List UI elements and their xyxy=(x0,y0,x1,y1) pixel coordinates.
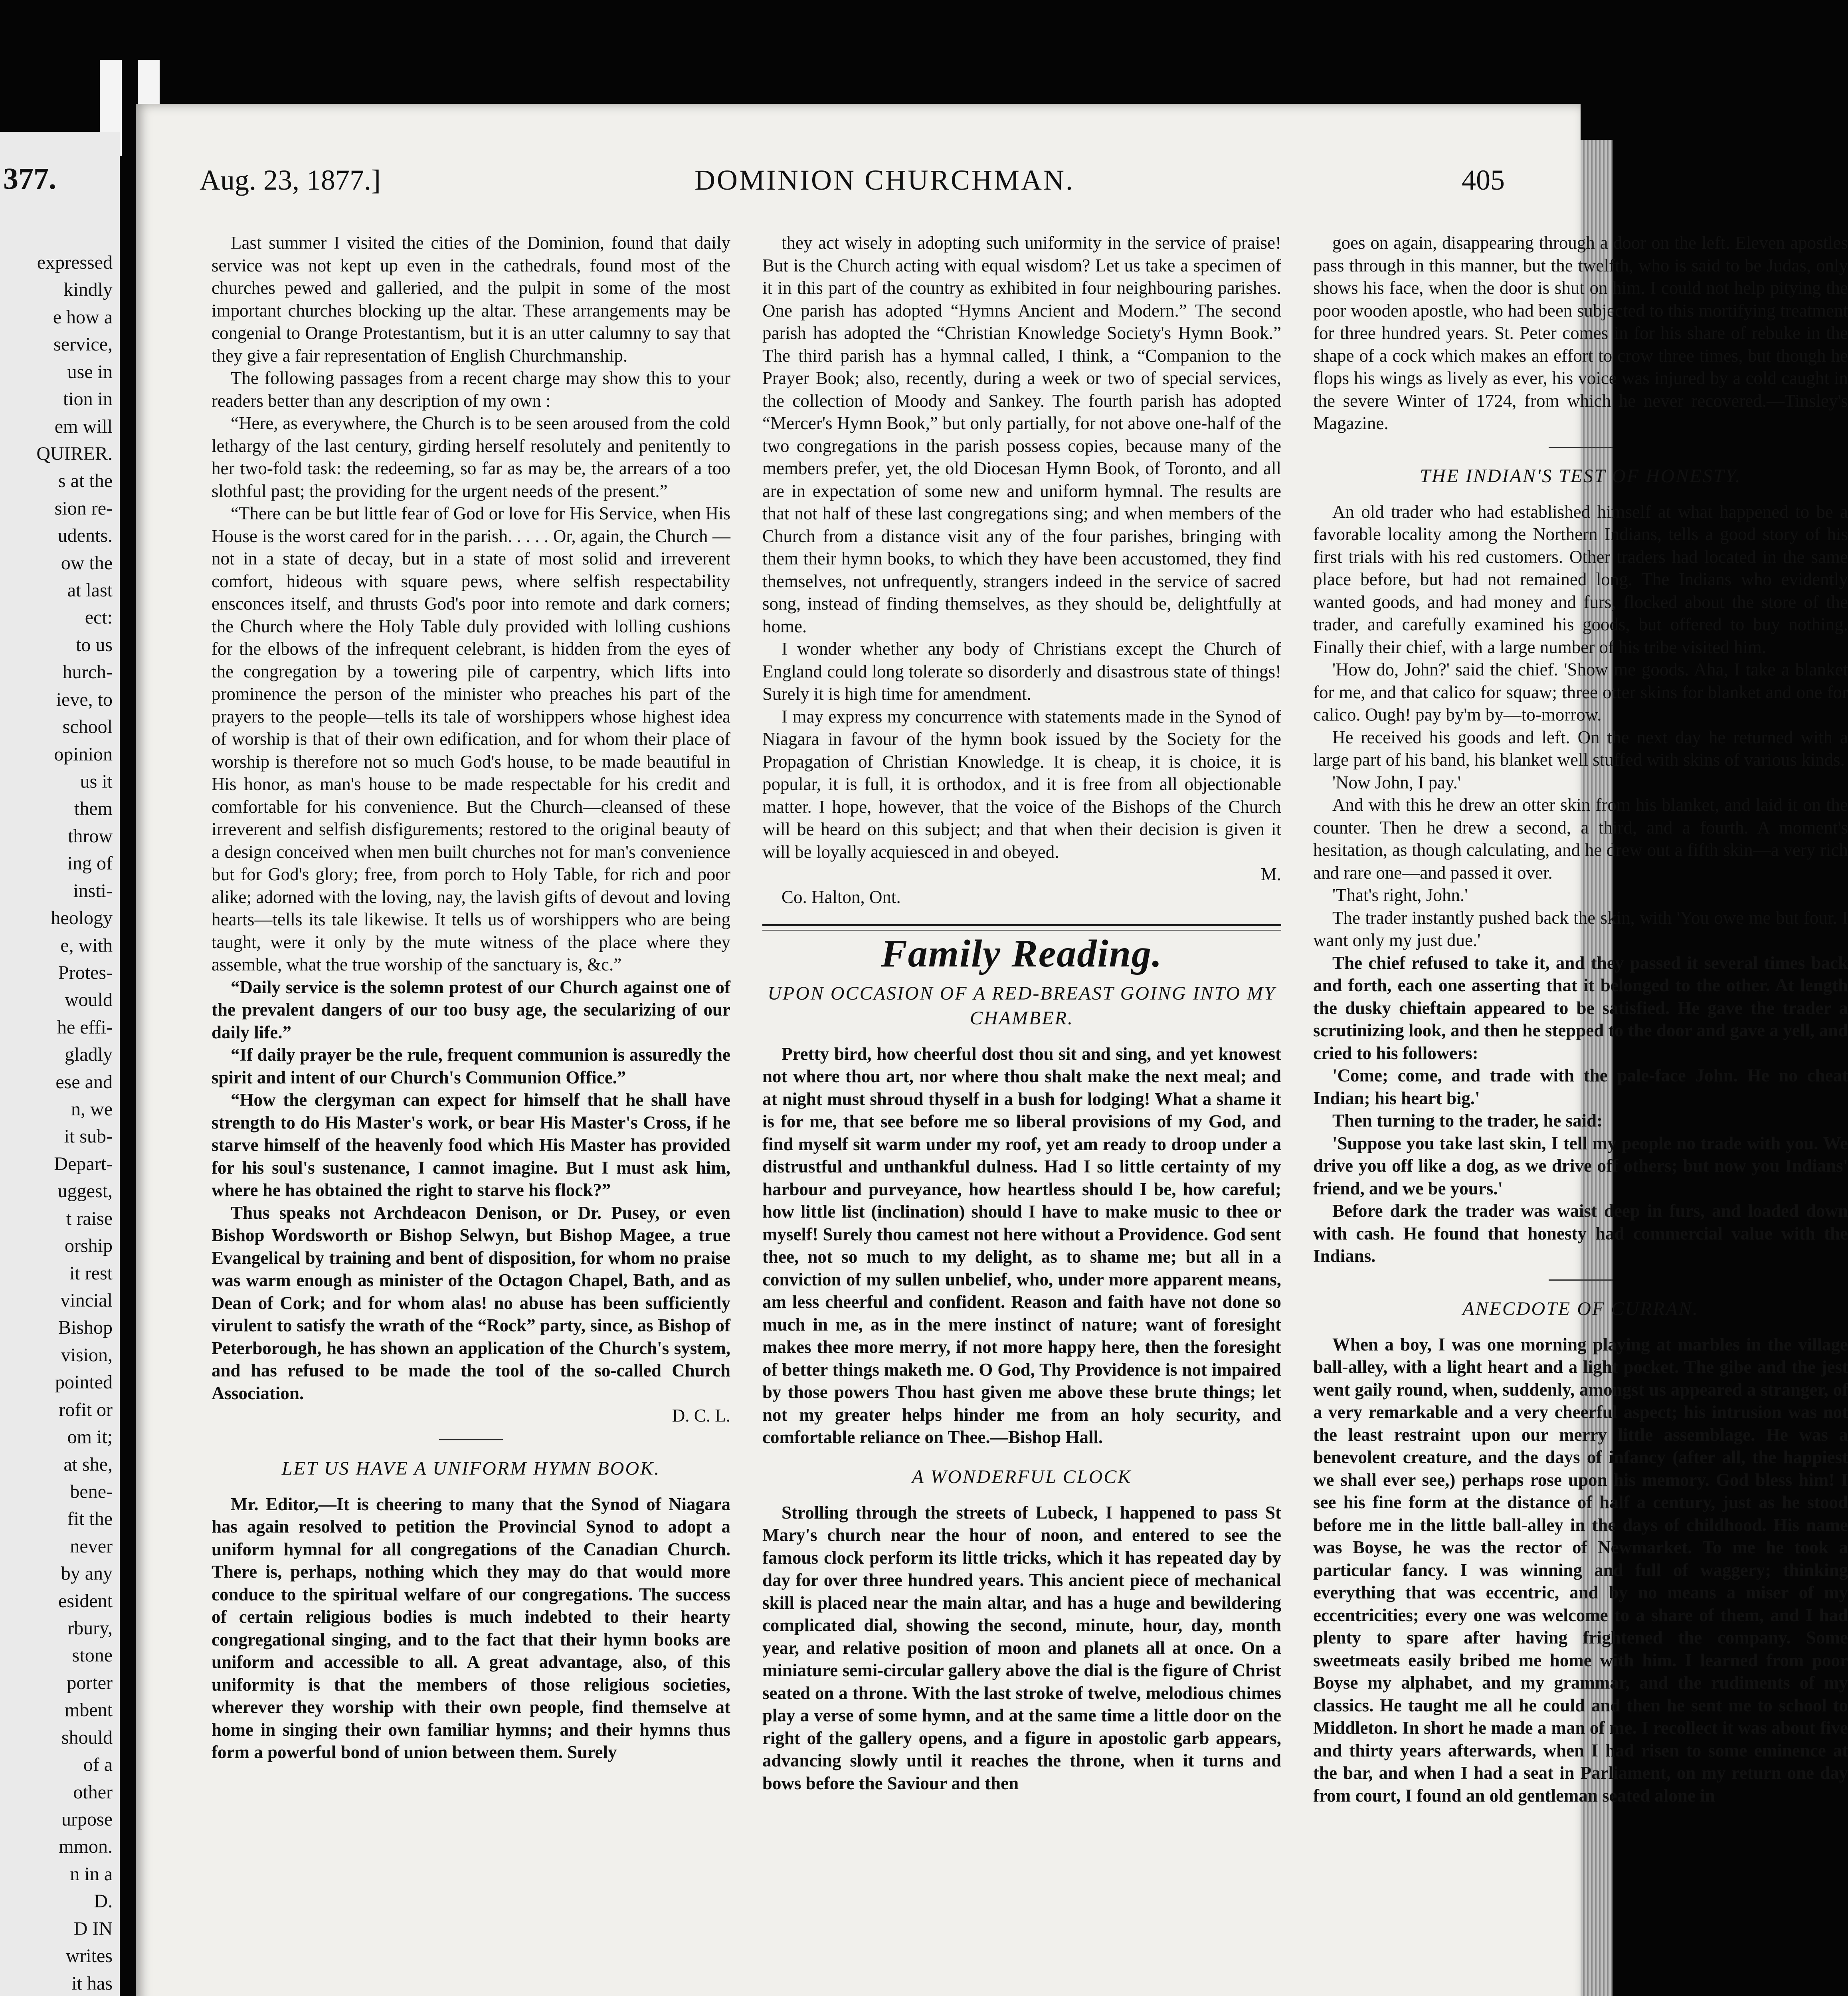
paragraph: The following passages from a recent charge may show this to your readers better than any description of my own : xyxy=(212,368,730,411)
facing-page-text-fragment: he effi- xyxy=(57,1017,113,1038)
facing-page-text-fragment: tion in xyxy=(63,388,113,410)
paragraph: 'Suppose you take last skin, I tell my people no trade with you. We drive you off like a dog, as we drive off others; but now you Indians' friend, and we be yours.' xyxy=(1313,1133,1848,1198)
facing-page-text-fragment: fit the xyxy=(67,1508,113,1529)
paragraph: Strolling through the streets of Lubeck, I happened to pass St Mary's church near the hour of noon, and entered to see the famous clock perform its little tricks, which it has repeated day by day for over three hundred years. This ancient piece of mechanical skill is placed near the main altar, and has a huge and bewildering complicated dial, showing the second, minute, hour, day, month year, and relative position of moon and planets all at once. On a miniature semi-circular gallery above the dial is the figure of Christ seated on a throne. With the last stroke of twelve, melodious chimes play a verse of some hymn, and at the same time a little door on the right of the gallery opens, and a figure in apostolic garb appears, advancing slowly until it reaches the throne, when it turns and bows before the Saviour and then xyxy=(762,1502,1281,1793)
facing-page-text-fragment: other xyxy=(73,1782,113,1803)
facing-page-text-fragment: sion re- xyxy=(54,498,113,519)
facing-page-text-fragment: pointed xyxy=(55,1372,113,1393)
paragraph: 'Now John, I pay.' xyxy=(1332,772,1461,792)
paragraph: The chief refused to take it, and they passed it several times back and forth, each one asserting that it belonged to the other. At length the dusky chieftain appeared to be satisfied. He gave the trader a scrutinizing look, and then he stepped to the door and gave a yell, and cried to his followers: xyxy=(1313,952,1848,1063)
facing-page-text-fragment: D. xyxy=(94,1891,113,1912)
facing-page-text-fragment: school xyxy=(62,716,113,737)
paragraph: Thus speaks not Archdeacon Denison, or Dr. Pusey, or even Bishop Wordsworth or Bishop Selwyn, but Bishop Magee, a true Evangelical by training and bent of disposition, for whom no praise was warm enough as minister of the Octagon Chapel, Bath, and as Dean of Cork; and for whom alas! no abuse has been sufficiently virulent to satisfy the wrath of the “Rock” party, since, as Bishop of Peterborough, he has shown an application of the Church's system, and has refused to be made the tool of the so-called Church Association. xyxy=(212,1202,730,1403)
paragraph: Before dark the trader was waist deep in furs, and loaded down with cash. He found that honesty had commercial value with the Indians. xyxy=(1313,1201,1848,1266)
signature-place: Co. Halton, Ont. xyxy=(782,887,901,907)
page-header xyxy=(200,164,1505,200)
facing-page-text-fragment: should xyxy=(61,1727,113,1748)
facing-page-text-fragment: to us xyxy=(75,634,113,655)
facing-page-text-fragment: ese and xyxy=(55,1071,113,1093)
publication-title: DOMINION CHURCHMAN. xyxy=(694,164,1075,196)
paragraph: Mr. Editor,—It is cheering to many that the Synod of Niagara has again resolved to petition the Provincial Synod to adopt a uniform hymnal for all congregations of the Canadian Church. There is, perhaps, nothing which they may do that would more conduce to the spiritual welfare of our congregations. The success of certain religious bodies is much indebted to their hearty congregational singing, and to the fact that their hymn books are uniform and accessible to all. A great advantage, also, of this uniformity is that the members of those religious societies, wherever they worship with their own people, find themselve at home in singing their own familiar hymns; and their hymns thus form a powerful bond of union between them. Surely xyxy=(212,1494,730,1762)
paragraph: When a boy, I was one morning playing at marbles in the village ball-alley, with a light heart and a light pocket. The gibe and the jest went gaily round, when, suddenly, amongst us appeared a stranger, of a very remarkable and a very cheerful aspect; his intrusion was not the least restraint upon our merry little assemblage. He was a benevolent creature, and the days of infancy (after all, the happiest we shall ever see,) perhaps rose upon his memory. God bless him! I see his fine form at the distance of half a century, just as he stood before me in the little ball-alley in the days of childhood. His name was Boyse, he was the rector of Newmarket. To me he took a particular fancy. I was winning and full of waggery; thinking everything that was eccentric, and by no means a miser of my eccentricities; every one was welcome to a share of them, and I had plenty to spare after having frightened the company. Some sweetmeats easily bribed me home with him. I learned from poor Boyse my alphabet, and my grammar, and the rudiments of my classics. He taught me all he could and then he sent me to school to Middleton. In short he made a man of me. I recollect it was about five and thirty years afterwards, when I had risen to some eminence at the bar, and when I had a seat in Parliament, on my return one day from court, I found an old gentleman seated alone in xyxy=(1313,1334,1848,1806)
facing-page-text-fragment: kindly xyxy=(63,279,113,300)
paragraph: “How the clergyman can expect for himself that he shall have strength to do His Master's work, or bear His Master's Cross, if he starve himself of the heavenly food which His Master has provided for his soul's sustenance, I cannot imagine. But I must ask him, where he has obtained the right to starve his flock?” xyxy=(212,1090,730,1200)
facing-page-text-fragment: em will xyxy=(54,416,113,437)
facing-page-text-fragment: vision, xyxy=(61,1345,113,1366)
facing-page-text-fragment: at last xyxy=(67,580,113,601)
facing-page-text-fragment: by any xyxy=(61,1563,113,1584)
facing-page-text-fragment: udents. xyxy=(57,525,113,546)
facing-page-text-fragment: ect: xyxy=(85,607,113,628)
facing-page-text-fragment: insti- xyxy=(73,880,113,901)
paragraph: Last summer I visited the cities of the Dominion, found that daily service was not kept up even in the cathedrals, found most of the churches pewed and galleried, and the pulpit in some of the most important churches blocking up the altar. These arrangements may be congenial to Orange Protestantism, but it is an utter calumny to say that they give a fair representation of English Churchmanship. xyxy=(212,233,730,366)
facing-page-text-fragment: expressed xyxy=(37,252,113,273)
facing-page-text-fragment: opinion xyxy=(54,744,113,765)
article-heading: ANECDOTE OF CURRAN. xyxy=(1462,1298,1699,1319)
facing-page-text-fragment: rofit or xyxy=(59,1399,113,1420)
facing-page-text-fragment: of a xyxy=(83,1754,113,1775)
facing-page-text-fragment: it sub- xyxy=(64,1126,113,1147)
facing-page-text-fragment: Depart- xyxy=(54,1153,113,1174)
column-1 xyxy=(212,232,730,1764)
facing-page-text-fragment: e, with xyxy=(60,935,113,956)
newspaper-page xyxy=(136,104,1848,1996)
column-2 xyxy=(762,232,1281,1794)
paragraph: An old trader who had established himself at what happened to be a favorable locality among the Northern Indians, tells a good story of his first trials with his red customers. Other traders had located in the same place before, but had not remained long. The Indians who evidently wanted goods, and had money and furs, flocked about the store of the trader, and carefully examined his goods, but offered to buy nothing. Finally their chief, with a large number of his tribe visited him. xyxy=(1313,501,1848,657)
paragraph: “Daily service is the solemn protest of our Church against one of the prevalent dangers of our too busy age, the secularizing of our daily life.” xyxy=(212,977,730,1042)
page-number: 405 xyxy=(1462,164,1505,196)
paragraph: He received his goods and left. On the next day he returned with a large part of his band, his blanket well stuffed with skins of various kinds. xyxy=(1313,727,1848,770)
facing-page-text-fragment: them xyxy=(74,798,113,819)
facing-page-text-fragment: D IN xyxy=(73,1918,113,1939)
paragraph: “There can be but little fear of God or love for His Service, when His House is the worst cared for in the parish. . . . . Or, again, the Church —not in a state of decay, but in a state of most solid and irreverent comfort, hideous with square pews, where selfish respectability ensconces itself, and thrusts God's poor into remote and dark corners; the Church where the Holy Table duly provided with lolling cushions for the elbows of the infrequent celebrant, is hidden from the eyes of the congregation by a towering pile of carpentry, which lifts into prominence the person of the minister who preaches his part of the prayers to the people—tells its tale of worshippers whose highest idea of worship is that of their own edification, and for whom their place of worship is therefore not so much God's house, to be made beautiful in His honor, as man's house to be made respectable for his credit and comfortable for his convenience. But the Church—cleansed of these irreverent and selfish disfigurements; restored to the original beauty of a design conceived when men built churches not for man's convenience but for God's glory; free, from porch to Holy Table, for rich and poor alike; adorned with the loving, nay, the lavish gifts of devout and loving hearts—tells its tale likewise. It tells us of worshippers who are being taught, were it only by the mute witness of the place where they assemble, what the true worship of the sanctuary is, &c.” xyxy=(212,503,730,974)
facing-page-text-fragment: us it xyxy=(80,771,113,792)
paragraph: Then turning to the trader, he said: xyxy=(1332,1111,1603,1131)
facing-page-text-fragment: never xyxy=(70,1536,113,1557)
facing-page-text-fragment: Protes- xyxy=(58,962,113,983)
facing-page-text-fragment: bene- xyxy=(70,1481,113,1502)
facing-page-number: 377. xyxy=(3,162,56,196)
paragraph: “If daily prayer be the rule, frequent communion is assuredly the spirit and intent of our Church's Communion Office.” xyxy=(212,1045,730,1087)
facing-page-text-fragment: at she, xyxy=(63,1454,113,1475)
facing-page-text-fragment: ing of xyxy=(67,853,113,874)
facing-page-text-fragment: uggest, xyxy=(57,1180,113,1202)
facing-page-text-fragment: t raise xyxy=(66,1208,113,1229)
facing-page-text-fragment: mbent xyxy=(65,1699,113,1721)
paragraph: goes on again, disappearing through a door on the left. Eleven apostles pass through in this manner, but the twelfth, who is said to be Judas, only shows his face, when the door is shut on him. I could not help pitying the poor wooden apostle, who had been subjected to this mortifying treatment for three hundred years. St. Peter comes in for his share of rebuke in the shape of a cock which makes an effort to crow three times, but though he flops his wings as lively as ever, his voice was injured by a cold caught in the severe Winter of 1724, from which he never recovered.—Tinsley's Magazine. xyxy=(1313,233,1848,433)
paragraph: 'That's right, John.' xyxy=(1332,885,1468,905)
facing-page-text-fragment: service, xyxy=(53,334,113,355)
facing-page-text-fragment: ow the xyxy=(61,552,113,574)
facing-page-text-fragment: n, we xyxy=(71,1099,113,1120)
facing-page-text-fragment: gladly xyxy=(65,1044,113,1065)
section-divider xyxy=(1549,1279,1613,1281)
facing-page-text-fragment: hurch- xyxy=(62,661,113,683)
article-heading: THE INDIAN'S TEST OF HONESTY. xyxy=(1420,465,1741,487)
facing-page-text-fragment: writes xyxy=(65,1945,113,1966)
paragraph: I may express my concurrence with statements made in the Synod of Niagara in favour of the hymn book issued by the Society for the Propagation of Christian Knowledge. It is cheap, it is choice, it is popular, it is full, it is orthodox, and it is free from all objectionable matter. I hope, however, that the voice of the Bishops of the Church will be heard on this subject; and that when their decision is given it will be loyally acquiesced in and obeyed. xyxy=(762,706,1281,862)
article-heading: LET US HAVE A UNIFORM HYMN BOOK. xyxy=(281,1457,661,1479)
facing-page-text-fragment: s at the xyxy=(58,470,113,491)
facing-page-text-fragment: heology xyxy=(51,907,113,929)
facing-page-text-fragment: orship xyxy=(65,1235,113,1256)
facing-page-text-fragment: esident xyxy=(58,1590,113,1612)
paragraph: “Here, as everywhere, the Church is to be seen aroused from the cold lethargy of the last century, girding herself resolutely and penitently to her two-fold task: the redeeming, so far as may be, the arrears of a too slothful past; the providing for the urgent needs of the present.” xyxy=(212,413,730,501)
signature: D. C. L. xyxy=(672,1406,730,1426)
facing-page-text-fragment: it has xyxy=(71,1973,113,1994)
paragraph: Pretty bird, how cheerful dost thou sit and sing, and yet knowest not where thou art, nor where thou shalt make the next meal; and at night must shroud thyself in a bush for lodging! What a shame it is for me, that see before me so liberal provisions of my God, and find myself sit warm under my roof, yet am ready to droop under a distrustful and unthankful dulness. Had I so little certainty of my harbour and purveyance, how heartless should I be, how careful; how little list (inclination) should I have to make music to thee or myself! Surely thou camest not here without a Providence. God sent thee, not so much to my delight, as to shame me; but all in a conviction of my sullen unbelief, who, under more apparent means, am less cheerful and confident. Reason and faith have not done so much in me, as in the mere instinct of nature; want of foresight makes thee more merry, if not more happy here, then the foresight of better things maketh me. O God, Thy Providence is not impaired by those powers Thou hast given me above these brute things; let not my greater helps hinder me from an holy security, and comfortable reliance on Thee.—Bishop Hall. xyxy=(762,1044,1281,1447)
facing-page-text-fragment: it rest xyxy=(69,1263,113,1284)
article-heading: A WONDERFUL CLOCK xyxy=(912,1466,1132,1487)
paragraph: 'How do, John?' said the chief. 'Show me goods. Aha, I take a blanket for me, and that calico for squaw; three otter skins for blanket and one for calico. Ough! pay by'm by—to-morrow. xyxy=(1313,659,1848,725)
paragraph: 'Come; come, and trade with the pale-face John. He no cheat Indian; his heart big.' xyxy=(1313,1065,1848,1108)
facing-page-text-fragment: throw xyxy=(68,826,113,847)
facing-page-text-fragment: urpose xyxy=(61,1809,113,1830)
section-divider xyxy=(439,1439,503,1440)
facing-page-text-fragment: e how a xyxy=(53,307,113,328)
paragraph: The trader instantly pushed back the skin, with 'You owe me but four. I want only my just due.' xyxy=(1313,907,1848,950)
facing-page-text-fragment: porter xyxy=(67,1672,113,1693)
section-divider xyxy=(762,924,1281,931)
facing-page-text-fragment: rbury, xyxy=(67,1618,113,1639)
facing-page-text-fragment: mmon. xyxy=(59,1836,113,1857)
signature: M. xyxy=(1260,864,1281,884)
article-heading: UPON OCCASION OF A RED-BREAST GOING INTO MY CHAMBER. xyxy=(768,982,1276,1029)
facing-page-text-fragment: ieve, to xyxy=(56,689,113,710)
facing-page-text-fragment: vincial xyxy=(60,1290,113,1311)
facing-page-text-fragment: Bishop xyxy=(58,1317,113,1338)
facing-page-fragment xyxy=(0,132,120,1996)
facing-page-text-fragment: would xyxy=(65,989,113,1010)
facing-page-text-fragment: QUIRER. xyxy=(36,443,113,464)
paragraph: they act wisely in adopting such uniformity in the service of praise! But is the Church acting with equal wisdom? Let us take a specimen of it in this part of the country as exhibited in four neighbouring parishes. One parish has adopted “Hymns Ancient and Modern.” The second parish has adopted the “Christian Knowledge Society's Hymn Book.” The third parish has a hymnal called, I think, a “Companion to the Prayer Book; also, recently, during a week or two of special services, the collection of Moody and Sankey. The fourth parish has adopted “Mercer's Hymn Book,” but only partially, for not above one-half of the two congregations in the parish possess copies, because many of the members prefer, yet, the old Diocesan Hymn Book, of Toronto, and all are in expectation of some new and uniform hymnal. The results are that not half of these last congregations sing; and when members of the Church from a distance visit any of the four parishes, bringing with them their hymn books, to which they have been accustomed, they find themselves, not unfrequently, strangers indeed in the service of sacred song, instead of finding themselves, as they should be, delightfully at home. xyxy=(762,233,1281,636)
section-divider xyxy=(1549,447,1613,448)
section-title: Family Reading. xyxy=(881,932,1163,975)
column-3 xyxy=(1313,232,1848,1807)
issue-date: Aug. 23, 1877.] xyxy=(200,164,381,196)
facing-page-text-fragment: om it; xyxy=(67,1426,113,1447)
facing-page-text-fragment: stone xyxy=(72,1645,113,1666)
facing-page-text-fragment: n in a xyxy=(70,1863,113,1885)
paragraph: And with this he drew an otter skin from his blanket, and laid it on the counter. Then he drew a second, a third, and a fourth. A moment's hesitation, as though calculating, and he drew out a fifth skin—a very rich and rare one—and passed it over. xyxy=(1313,795,1848,883)
paragraph: I wonder whether any body of Christians except the Church of England could long tolerate so disorderly and disastrous state of things! Surely it is high time for amendment. xyxy=(762,639,1281,704)
facing-page-text-fragment: use in xyxy=(67,361,113,382)
